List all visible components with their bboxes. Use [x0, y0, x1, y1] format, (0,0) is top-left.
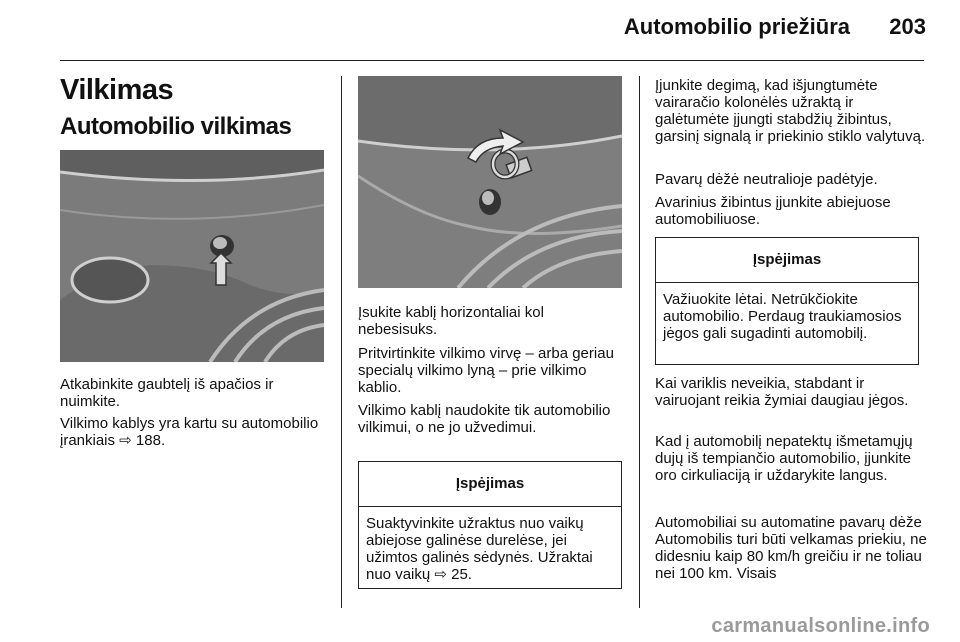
header-rule — [60, 60, 924, 61]
col3-paragraph-4: Kai variklis neveikia, stabdant ir vairuojant reikia žymiai daugiau jėgos. — [655, 375, 909, 409]
page-number: 203 — [889, 14, 926, 39]
warning-box-drive-slowly — [655, 237, 919, 365]
tow-hook-photo — [358, 76, 622, 288]
header-title: Automobilio priežiūra — [623, 14, 850, 39]
col2-paragraph-3: Vilkimo kablį naudokite tik automobilio vilkimui, o ne jo užvedimui. — [358, 402, 611, 436]
col2-paragraph-2: Pritvirtinkite vilkimo virvę – arba geriau specialų vilkimo lyną – prie vilkimo kablio. — [358, 345, 614, 396]
watermark: carmanualsonline.info — [711, 615, 930, 637]
bumper-cover-photo — [60, 150, 324, 362]
warning-box-child-locks — [358, 461, 622, 589]
section-subtitle: Automobilio vilkimas — [60, 113, 292, 140]
warning-title: Įspėjimas — [359, 462, 621, 507]
col1-paragraph-2: Vilkimo kablys yra kartu su automobilio įrankiais ⇨ 188. — [60, 415, 319, 449]
warning-title: Įspėjimas — [656, 238, 918, 283]
col3-paragraph-1: Įjunkite degimą, kad išjungtumėte vairaračio kolonėlės užraktą ir galėtumėte įjungti stabdžių žibintus, garsinį signalą ir priekinio stiklo valytuvą. — [655, 77, 926, 145]
column-divider-right — [639, 76, 640, 608]
warning-text: Važiuokite lėtai. Netrūkčiokite automobilio. Perdaug traukiamosios jėgos gali sugadinti automobilį. — [663, 291, 902, 342]
col3-paragraph-3: Avarinius žibintus įjunkite abiejuose automobiliuose. — [655, 194, 891, 228]
warning-text: Suaktyvinkite užraktus nuo vaikų abiejose galinėse durelėse, jei užimtos galinės sėdynės. Užraktai nuo vaikų ⇨ 25. — [366, 515, 593, 583]
column-divider-left — [341, 76, 342, 608]
col3-paragraph-6: Automobiliai su automatine pavarų dėže Automobilis turi būti velkamas priekiu, ne didesniu kaip 80 km/h greičiu ir ne toliau nei 100 km. Visais — [655, 514, 927, 582]
col2-paragraph-1: Įsukite kablį horizontaliai kol nebesisuks. — [358, 304, 544, 338]
col3-paragraph-2: Pavarų dėžė neutralioje padėtyje. — [655, 171, 878, 188]
section-title: Vilkimas — [60, 74, 174, 106]
col3-paragraph-5: Kad į automobilį nepatektų išmetamųjų dujų iš tempiančio automobilio, įjunkite oro cirkuliaciją ir uždarykite langus. — [655, 433, 913, 484]
col1-paragraph-1: Atkabinkite gaubtelį iš apačios ir nuimkite. — [60, 376, 274, 410]
